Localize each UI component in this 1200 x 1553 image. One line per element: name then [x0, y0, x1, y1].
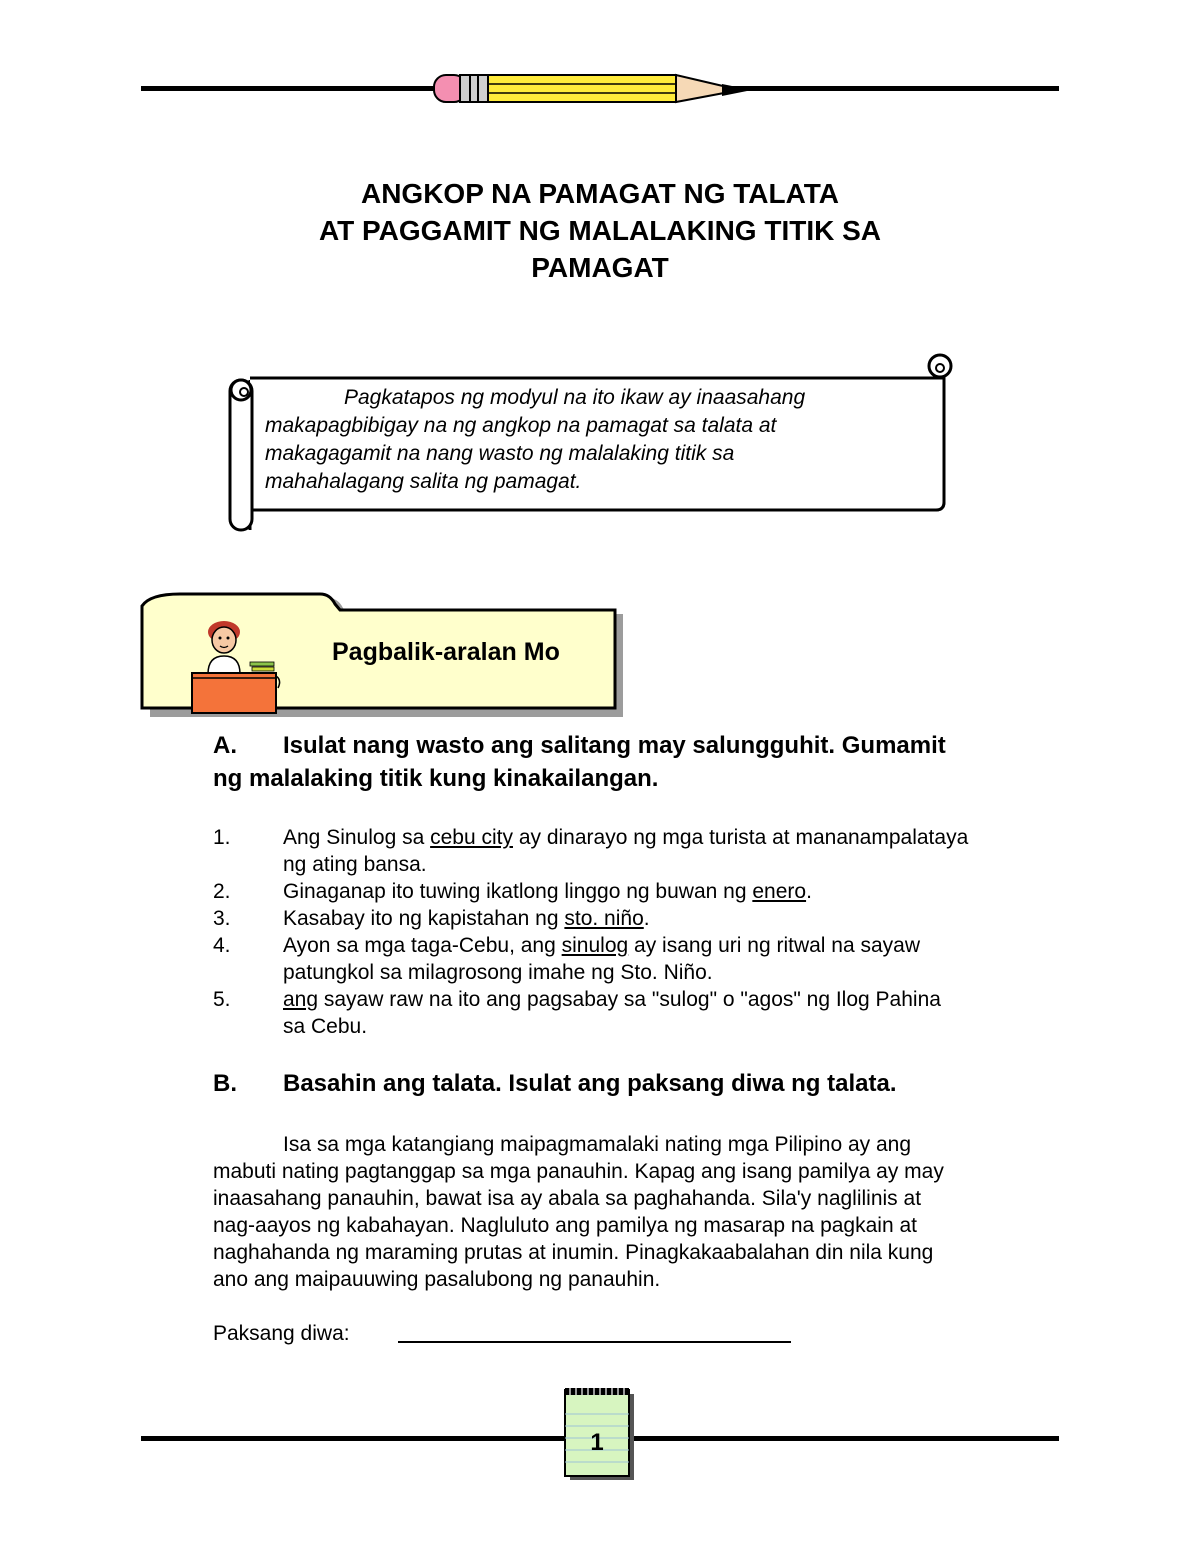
section-b-heading	[213, 1067, 1073, 1100]
review-banner-label: Pagbalik-aralan Mo	[332, 638, 560, 666]
section-a-letter: A.	[213, 732, 237, 759]
page-title	[0, 175, 1200, 286]
section-a-line-2: ng malalaking titik kung kinakailangan.	[213, 765, 659, 792]
underlined-word: sto. niño	[564, 907, 644, 930]
section-a-heading	[213, 729, 1073, 795]
pencil-icon	[430, 68, 760, 108]
objective-line-4: mahahalagang salita ng pamagat.	[265, 470, 582, 493]
bottom-rule-left	[141, 1436, 566, 1441]
underlined-word: enero	[752, 880, 807, 903]
title-line-1: ANGKOP NA PAMAGAT NG TALATA	[360, 178, 840, 209]
list-item: 4. Ayon sa mga taga-Cebu, ang sinulog ay isang uri ng ritwal na sayaw patungkol sa milagrosong imahe ng Sto. Niño.	[213, 934, 921, 984]
underlined-word: ang	[283, 988, 319, 1011]
section-b-paragraph: Isa sa mga katangiang maipagmamalaki nating mga Pilipino ay ang mabuti nating pagtanggap sa mga panauhin. Kapag ang isang pamilya ay may inaasahang panauhin, bawat isa ay abala sa paghahanda. Sila'y naglilinis at nag-aayos ng kabahayan. Nagluluto ang pamilya ng masarap na pagkain at naghahanda ng maraming prutas at inumin. Pinagkakaabalahan din nila kung ano ang maipauuwing pasalubong ng panauhin.	[213, 1133, 944, 1291]
underlined-word: cebu city	[430, 826, 513, 849]
section-a-line-1: Isulat nang wasto ang salitang may salungguhit. Gumamit	[283, 732, 946, 759]
title-line-2: AT PAGGAMIT NG MALALAKING TITIK SA	[318, 215, 882, 246]
objective-line-1: Pagkatapos ng modyul na ito ikaw ay inaasahang	[344, 386, 806, 409]
section-b-heading-text: Basahin ang talata. Isulat ang paksang diwa ng talata.	[283, 1070, 897, 1097]
objective-text	[265, 384, 925, 496]
page-number: 1	[590, 1429, 604, 1456]
student-at-desk-icon	[190, 618, 282, 716]
objective-line-2: makapagbibigay na ng angkop na pamagat sa talata at	[265, 414, 777, 437]
answer-blank-line[interactable]	[398, 1341, 791, 1343]
title-line-3: PAMAGAT	[531, 252, 669, 283]
section-b-letter: B.	[213, 1070, 237, 1097]
answer-label: Paksang diwa:	[213, 1322, 350, 1345]
objective-line-3: makagagamit na nang wasto ng malalaking titik sa	[265, 442, 735, 465]
list-item: 2. Ginaganap ito tuwing ikatlong linggo ng buwan ng enero.	[213, 880, 812, 903]
list-item: 3. Kasabay ito ng kapistahan ng sto. niño.	[213, 907, 650, 930]
list-item: 5. ang sayaw raw na ito ang pagsabay sa "sulog" o "agos" ng Ilog Pahina sa Cebu.	[213, 988, 941, 1038]
list-item: 1. Ang Sinulog sa cebu city ay dinarayo ng mga turista at mananampalataya ng ating bansa.	[213, 826, 969, 876]
underlined-word: sinulog	[561, 934, 629, 957]
bottom-rule-right	[628, 1436, 1059, 1441]
